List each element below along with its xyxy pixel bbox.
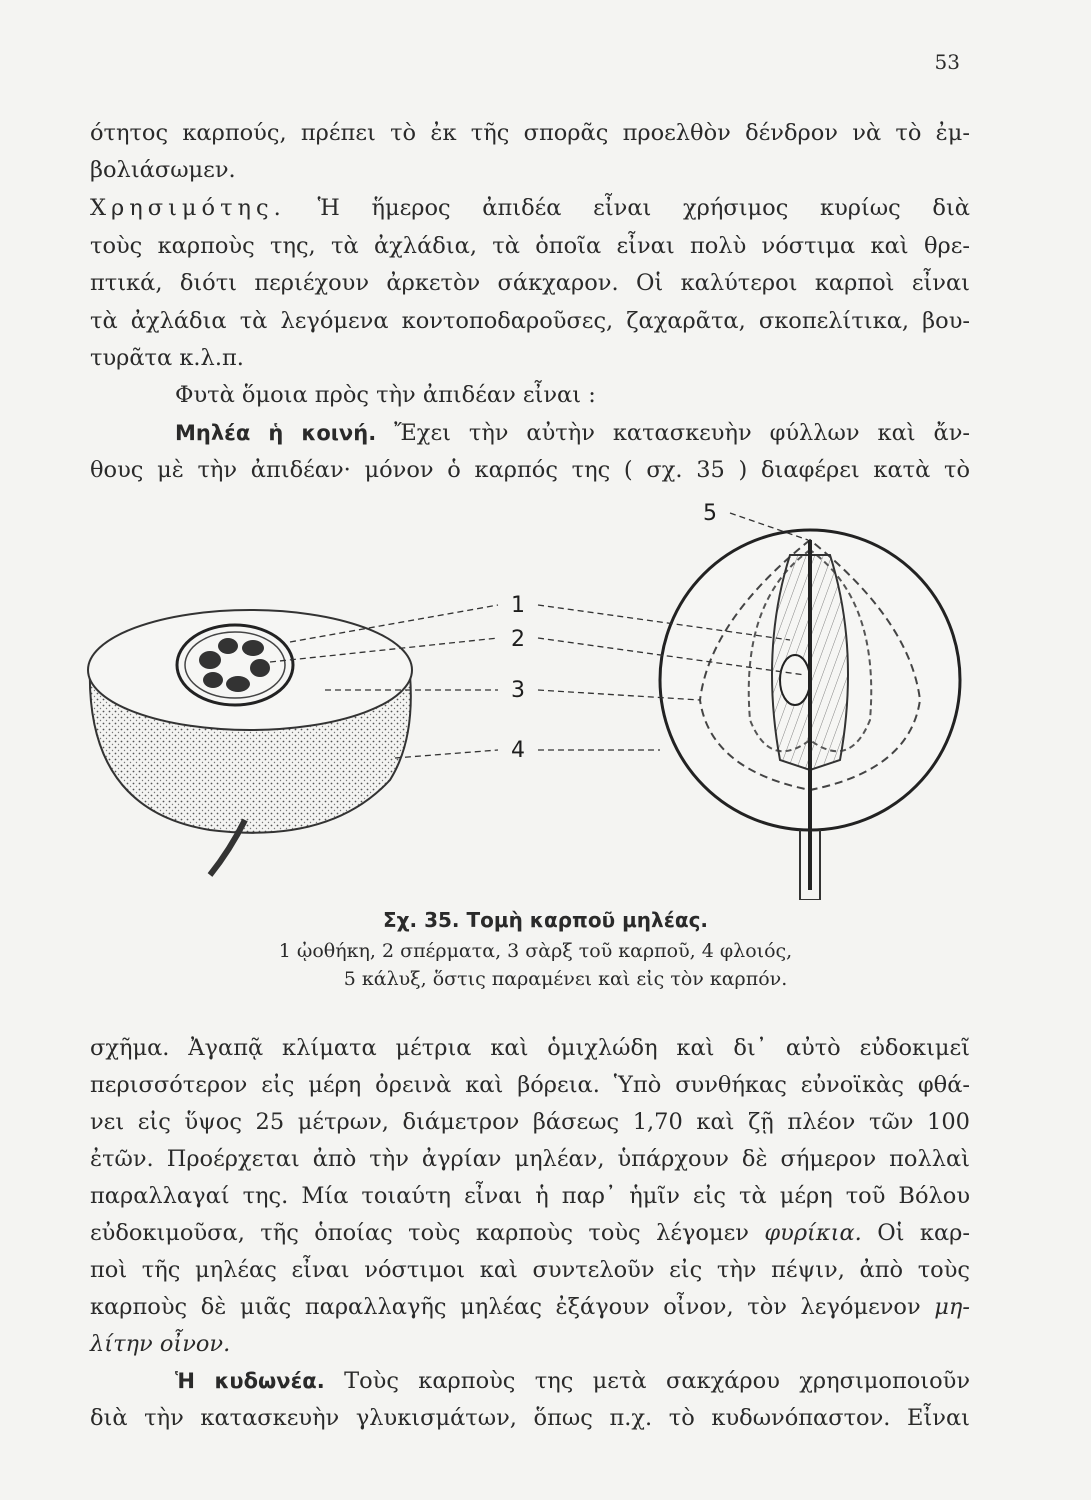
text-line bbox=[175, 418, 970, 448]
section-heading-quince: Ἡ κυδωνέα. bbox=[175, 1369, 325, 1393]
apple-section-figure bbox=[60, 500, 1020, 900]
text-line bbox=[90, 1329, 970, 1359]
section-heading-apple: Μηλέα ἡ κοινή. bbox=[175, 421, 377, 445]
text-line: τυρᾶτα κ.λ.π. bbox=[90, 345, 244, 371]
figure-label-5: 5 bbox=[703, 501, 717, 526]
italic-term-milites-cont: λίτην οἶνον. bbox=[90, 1331, 231, 1357]
text-line: ἐτῶν. Προέρχεται ἀπὸ τὴν ἀγρίαν μηλέαν, ὑπάρχουν δὲ σήμερον πολλαὶ bbox=[90, 1146, 970, 1172]
text-line: τὰ ἀχλάδια τὰ λεγόμενα κοντοποδαροῦσες, ζαχαρᾶτα, σκοπελίτικα, βου- bbox=[90, 308, 970, 334]
text-line bbox=[90, 193, 970, 223]
text-span: Οἱ καρ- bbox=[877, 1220, 971, 1246]
figure-label-1: 1 bbox=[511, 593, 525, 618]
italic-term-milites: μη- bbox=[934, 1294, 970, 1320]
figure-label-2: 2 bbox=[511, 627, 525, 652]
figure-caption-title bbox=[0, 908, 1091, 932]
text-line: περισσότερον εἰς μέρη ὀρεινὰ καὶ βόρεια. Ὑπὸ συνθήκας εὐνοϊκὰς φθά- bbox=[90, 1072, 970, 1098]
text-line: τοὺς καρποὺς της, τὰ ἀχλάδια, τὰ ὁποῖα εἶναι πολὺ νόστιμα καὶ θρε- bbox=[90, 233, 970, 259]
figure-label-3: 3 bbox=[511, 678, 525, 703]
text-line: διὰ τὴν κατασκευὴν γλυκισμάτων, ὅπως π.χ. τὸ κυδωνόπαστον. Εἶναι bbox=[90, 1405, 970, 1431]
text-line: νει εἰς ὕψος 25 μέτρων, διάμετρον βάσεως 1,70 καὶ ζῇ πλέον τῶν 100 bbox=[90, 1109, 970, 1135]
figure-label-4: 4 bbox=[511, 738, 525, 763]
italic-term-fyrikia: φυρίκια. bbox=[764, 1220, 862, 1246]
text-span: Ἔχει τὴν αὐτὴν κατασκευὴν φύλλων καὶ ἄν- bbox=[394, 420, 971, 446]
text-line: παραλλαγαί της. Μία τοιαύτη εἶναι ἡ παρ᾽ ἡμῖν εἰς τὰ μέρη τοῦ Βόλου bbox=[90, 1183, 970, 1209]
text-line bbox=[90, 1218, 970, 1248]
figure-caption-line-1: 1 ᾠοθήκη, 2 σπέρματα, 3 σὰρξ τοῦ καρποῦ, 4 φλοιός, bbox=[278, 940, 793, 962]
text-span: εὐδοκιμοῦσα, τῆς ὁποίας τοὺς καρποὺς τοὺς λέγομεν bbox=[90, 1220, 749, 1246]
caption-title-text: Σχ. 35. Τομὴ καρποῦ μηλέας. bbox=[382, 908, 709, 932]
apple-illustration bbox=[60, 500, 1020, 900]
text-line: βολιάσωμεν. bbox=[90, 157, 236, 183]
text-line: σχῆμα. Ἀγαπᾷ κλίματα μέτρια καὶ ὁμιχλώδη καὶ δι᾽ αὐτὸ εὐδοκιμεῖ bbox=[90, 1035, 970, 1061]
section-heading-usefulness: Χρησιμότης. bbox=[90, 195, 286, 221]
text-line: πτικά, διότι περιέχουν ἀρκετὸν σάκχαρον. Οἱ καλύτεροι καρποὶ εἶναι bbox=[90, 270, 970, 296]
text-span: Ἡ ἥμερος ἀπιδέα εἶναι χρήσιμος κυρίως διὰ bbox=[317, 195, 970, 221]
paragraph-3: Φυτὰ ὅμοια πρὸς τὴν ἀπιδέαν εἶναι : bbox=[175, 382, 596, 408]
text-span: Τοὺς καρποὺς της μετὰ σακχάρου χρησιμοποιοῦν bbox=[344, 1368, 971, 1394]
text-line: θους μὲ τὴν ἀπιδέαν· μόνον ὁ καρπός της ( σχ. 35 ) διαφέρει κατὰ τὸ bbox=[90, 457, 970, 483]
text-span: καρποὺς δὲ μιᾶς παραλλαγῆς μηλέας ἐξάγουν οἶνον, τὸν λεγόμενον bbox=[90, 1294, 921, 1320]
text-line bbox=[90, 1292, 970, 1322]
text-line: ποὶ τῆς μηλέας εἶναι νόστιμοι καὶ συντελοῦν εἰς τὴν πέψιν, ἀπὸ τοὺς bbox=[90, 1257, 970, 1283]
text-line bbox=[175, 1366, 970, 1396]
page-number: 53 bbox=[934, 50, 960, 74]
text-line: ότητος καρπούς, πρέπει τὸ ἐκ τῆς σπορᾶς προελθὸν δένδρον νὰ τὸ ἐμ- bbox=[90, 120, 970, 146]
figure-caption-line-2: 5 κάλυξ, ὅστις παραμένει καὶ εἰς τὸν καρπόν. bbox=[343, 968, 788, 990]
apple-cross-section-right bbox=[660, 530, 960, 900]
half-apple-left bbox=[88, 610, 412, 875]
